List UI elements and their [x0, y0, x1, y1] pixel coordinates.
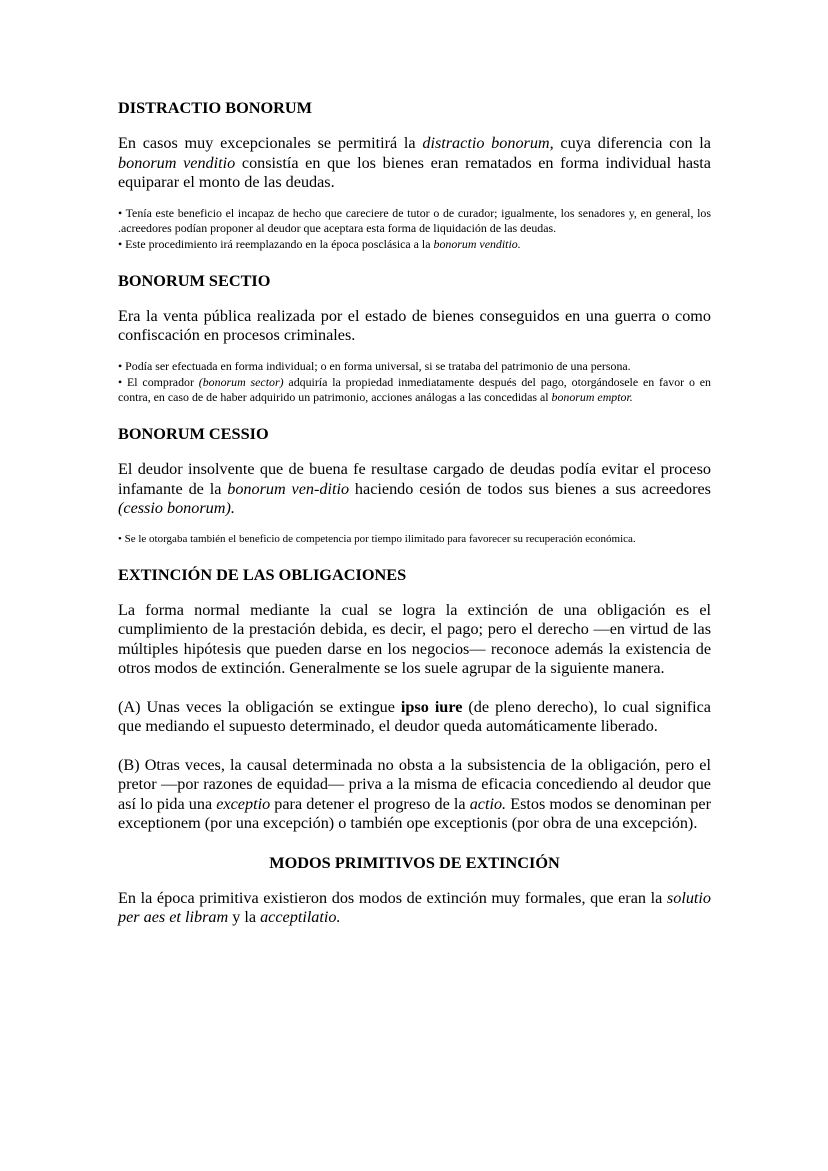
bullet-note [118, 237, 711, 253]
bullet-text: adquiría la propiedad inmediatamente después del pago, otorgándosele en favor o en contra, en caso de de haber adquirido un patrimonio, acciones análogas a las concedidas al [118, 374, 711, 405]
italic-term: bonorum emptor. [551, 390, 633, 405]
document-content [118, 98, 711, 928]
paragraph-modos-primitivos [118, 889, 711, 928]
italic-term: bonorum venditio. [433, 237, 521, 252]
italic-term: distractio bonorum, [422, 134, 554, 152]
text-run: y la [228, 908, 261, 927]
text-run: para detener el progreso de la [270, 794, 470, 813]
heading-modos-primitivos: MODOS PRIMITIVOS DE EXTINCIÓN [269, 852, 560, 872]
heading-bonorum-cessio: BONORUM CESSIO [118, 424, 269, 444]
italic-term: acceptilatio. [260, 908, 341, 927]
bullet-text: • El comprador [118, 374, 199, 389]
italic-term: (cessio bonorum). [118, 499, 235, 518]
text-run: (de pleno derecho), lo cual significa que mediando el supuesto determinado, el deudor queda automáticamente liberado. [118, 697, 711, 736]
paragraph-sectio: Era la venta pública realizada por el estado de bienes conseguidos en una guerra o como confiscación en procesos criminales. [118, 306, 711, 345]
paragraph-distractio [118, 134, 711, 193]
text-run: El deudor insolvente que de buena fe resultase cargado de deudas podía evitar el proceso infamante de la [118, 460, 711, 498]
paragraph-extincion: La forma normal mediante la cual se logra la extinción de una obligación es el cumplimiento de la prestación debida, es decir, el pago; pero el derecho —en virtud de las múltiples hipótesis que pueden darse en los negocios— reconoce además la existencia de otros modos de extinción. Generalmente se los suele agrupar de la siguiente manera. [118, 600, 711, 678]
heading-bonorum-sectio: BONORUM SECTIO [118, 270, 271, 290]
bullet-text: • Se le otorgaba también el beneficio de competencia por tiempo ilimitado para favorecer su recuperación económica. [118, 532, 636, 545]
text-run: (B) Otras veces, la causal determinada no obsta a la subsistencia de la obligación, pero el pretor —por razones de equidad— priva a la misma de eficacia concediendo al deudor que así lo pida una [118, 755, 711, 813]
text-run: haciendo cesión de todos sus bienes a sus acreedores [349, 479, 711, 498]
text-run: Estos modos se denominan per exceptionem (por una excepción) o también ope exceptionis (por obra de una excepción). [118, 794, 711, 833]
heading-distractio-bonorum: DISTRACTIO BONORUM [118, 98, 313, 117]
italic-term: (bonorum sector) [198, 374, 284, 389]
bullet-note [118, 375, 711, 407]
italic-term: bonorum ven-ditio [227, 479, 350, 498]
bullet-note [118, 359, 711, 375]
paragraph-option-b [118, 756, 711, 834]
heading-extincion-obligaciones: EXTINCIÓN DE LAS OBLIGACIONES [118, 564, 407, 584]
text-run: En la época primitiva existieron dos modos de extinción muy formales, que eran la [118, 888, 667, 907]
italic-term: actio. [469, 794, 507, 813]
bullet-note [118, 206, 711, 238]
text-run: (A) Unas veces la obligación se extingue [118, 697, 401, 716]
bullet-text: • Tenía este beneficio el incapaz de hecho que careciere de tutor o de curador; igualmente, los senadores y, en general, los .acreedores podían proponer al deudor que aceptara esta forma de liquidación de las deudas. [118, 205, 711, 236]
bullet-note [118, 532, 711, 547]
italic-term: bonorum venditio [118, 153, 236, 172]
bold-term: ipso iure [400, 697, 463, 716]
paragraph-option-a [118, 698, 711, 737]
italic-term: solutio per aes et libram [118, 888, 711, 927]
text-run: consistía en que los bienes eran rematados en forma individual hasta equiparar el monto de las deudas. [118, 153, 711, 191]
text-run: cuya diferencia con la [553, 134, 711, 152]
bullet-text: • Podía ser efectuada en forma individual; o en forma universal, si se trataba del patrimonio de una persona. [118, 358, 631, 373]
bullet-text: • Este procedimiento irá reemplazando en la época posclásica a la [118, 237, 434, 252]
italic-term: exceptio [216, 794, 271, 813]
paragraph-cessio [118, 460, 711, 519]
text-run: En casos muy excepcionales se permitirá la [118, 134, 423, 152]
